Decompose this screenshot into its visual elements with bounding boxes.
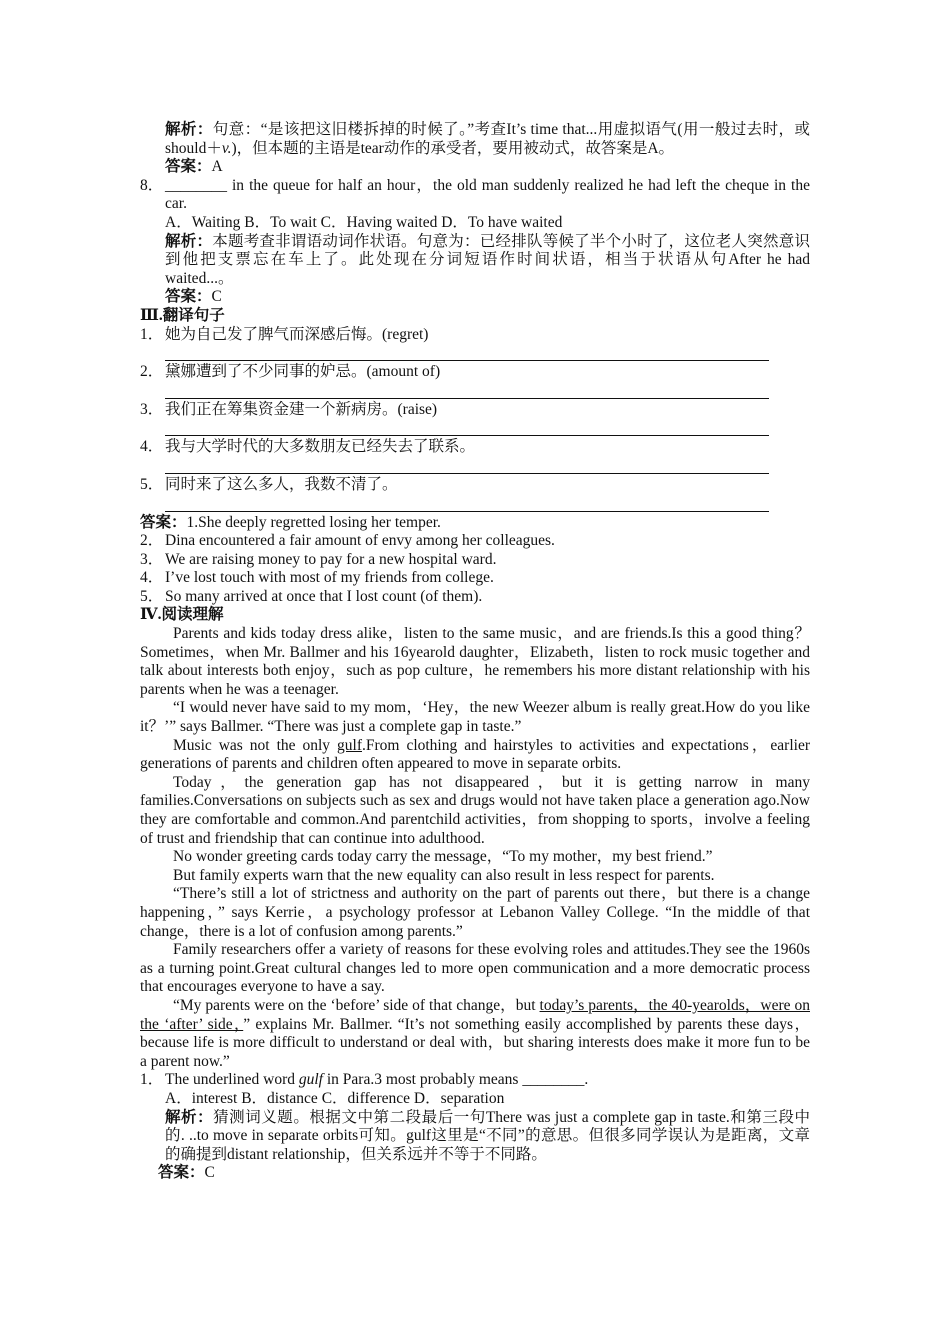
answer-text: Dina encountered a fair amount of envy among her colleagues. [165,532,555,550]
question-keyword: gulf [298,1071,323,1089]
answer-number: 4． [140,569,164,587]
translation-answer [140,588,810,607]
analysis-text-2: )，但本题的主语是tear动作的承受者，要用被动式，故答案是A。 [231,139,675,157]
item-number: 4． [140,438,164,456]
passage-paragraph: “There’s still a lot of strictness and authority on the part of parents out there，but there is a change happening，” says Kerrie，a psychology professor at Lebanon Valley College. “In the middle of that change，there is a lot of confusion among parents.” [140,885,810,940]
paragraph-text: .From clothing and hairstyles to activities and expectations，earlier generations of parents and children often appeared to move in separate orbits. [140,736,810,773]
answer-label: 答案： [158,1164,205,1182]
answer-value: C [211,288,222,306]
translation-item [140,401,810,420]
translation-answer [140,569,810,588]
analysis-text: 本题考查非谓语动词作状语。句意为：已经排队等候了半个小时了，这位老人突然意识到他把支票忘在车上了。此处现在分词短语作时间状语，相当于状语从句After he had waited...。 [165,232,810,287]
translation-item [140,363,810,382]
q8-answer [140,288,810,307]
answer-blank-line[interactable] [165,495,769,512]
item-text: 我们正在筹集资金建一个新病房。(raise) [165,400,438,418]
q8-analysis [140,233,810,289]
answer-label: 答案： [165,158,212,176]
analysis-text: 句意：“是该把这旧楼拆掉的时候了。”考查It’s time that...用虚拟语气(用一般过去时，或should＋ [165,121,810,157]
paragraph-text: “My parents were on the ‘before’ side of that change，but [173,996,540,1014]
section-title-translation: Ⅲ.翻译句子 [140,306,225,324]
q8-stem [140,177,810,214]
reading-question-analysis [140,1109,810,1165]
underlined-word: gulf [337,736,362,754]
paragraph-text: Music was not the only [173,736,338,754]
answer-value: C [204,1164,215,1182]
answer-value: A [211,158,223,176]
passage-paragraph: No wonder greeting cards today carry the message，“To my mother，my best friend.” [173,848,713,866]
question-number: 1． [140,1071,164,1089]
question-text: in Para.3 most probably means ________. [323,1071,589,1089]
underlined-phrase: today’s parents，the 40-yearolds，were on the ‘after’ side， [140,996,810,1033]
item-text: 我与大学时代的大多数朋友已经失去了联系。 [165,438,476,456]
passage-paragraph: But family experts warn that the new equality can also result in less respect for parents. [173,866,715,884]
analysis-label: 解析： [165,121,213,138]
passage-paragraph [140,737,810,774]
answer-number: 2． [140,532,164,550]
item-number: 3． [140,400,164,418]
passage-paragraph: Today，the generation gap has not disappeared，but it is getting narrow in many families.Conversations on subjects such as sex and drugs would not have taken place a generation ago.Now they are comfortable and common.And parentchild activities，from shopping to sports，involve a feeling of trust and friendship that can continue into adulthood. [140,773,810,847]
item-text: 她为自己发了脾气而深感后悔。(regret) [165,325,429,343]
analysis-v: v. [221,139,232,157]
document-page [140,121,810,1183]
translation-answer [140,551,810,570]
answer-blank-line[interactable] [165,344,769,361]
question-number: 8． [140,176,164,194]
item-text: 黛娜遭到了不少同事的妒忌。(amount of) [165,363,441,381]
translation-item [140,476,810,495]
reading-question-answer [140,1164,810,1183]
reading-question-options: A．interest B．distance C．difference D．separation [165,1089,505,1107]
item-text: 同时来了这么多人，我数不清了。 [165,475,398,493]
paragraph-text: ” explains Mr. Ballmer. “It’s not something easily accomplished by parents these days，because life is more difficult to understand or deal with，but sharing interests does make it more fun to be a parent now.” [140,1015,810,1070]
answer-blank-line[interactable] [165,457,769,474]
answer-number: 1. [186,513,199,531]
answer-text: We are raising money to pay for a new hospital ward. [165,550,497,568]
reading-question-stem [140,1071,810,1090]
q7-analysis [140,121,810,158]
section-title-reading: Ⅳ.阅读理解 [140,606,224,624]
analysis-label: 解析： [165,232,213,250]
answer-text: She deeply regretted losing her temper. [198,513,441,531]
answer-blank-line[interactable] [165,382,769,399]
passage-paragraph: Family researchers offer a variety of reasons for these evolving roles and attitudes.They see the 1960s as a turning point.Great cultural changes led to more open communication and a more democratic process that encourages everyone to have a say. [140,941,810,996]
question-text: The underlined word [165,1071,299,1089]
passage-paragraph [140,997,810,1071]
item-number: 1． [140,325,164,343]
answer-text: I’ve lost touch with most of my friends from college. [165,569,494,587]
analysis-label: 解析： [165,1108,214,1126]
passage-paragraph: Parents and kids today dress alike，listen to the same music，and are friends.Is this a good thing？Sometimes，when Mr. Ballmer and his 16yearold daughter，Elizabeth，listen to rock music together and talk about interests both enjoy，such as pop culture，he remembers his more distant relationship with his parents when he was a teenager. [140,625,810,698]
answer-blank-line[interactable] [165,419,769,436]
question-stem: ________ in the queue for half an hour，the old man suddenly realized he had left the cheque in the car. [165,176,810,213]
translation-answer [140,532,810,551]
translation-item [140,438,810,457]
translation-answer [140,514,810,533]
q7-answer [140,158,810,177]
item-number: 5． [140,475,164,493]
answer-number: 3． [140,550,164,568]
q8-options: A．Waiting B．To wait C．Having waited D．To have waited [165,213,563,231]
answer-text: So many arrived at once that I lost count (of them). [165,587,483,605]
passage-paragraph: “I would never have said to my mom，‘Hey，the new Weezer album is really great.How do you like it？’” says Ballmer. “There was just a complete gap in taste.” [140,699,810,736]
analysis-text: 猜测词义题。根据文中第二段最后一句There was just a complete gap in taste.和第三段中的. ..to move in separate orbits可知。gulf这里是“不同”的意思。但很多同学误认为是距离，文章的确提到distant relationship，但关系远并不等于不同路。 [165,1108,810,1163]
answer-number: 5． [140,587,164,605]
answer-label: 答案： [140,513,187,531]
answer-label: 答案： [165,288,212,306]
translation-item [140,326,810,345]
item-number: 2． [140,363,164,381]
